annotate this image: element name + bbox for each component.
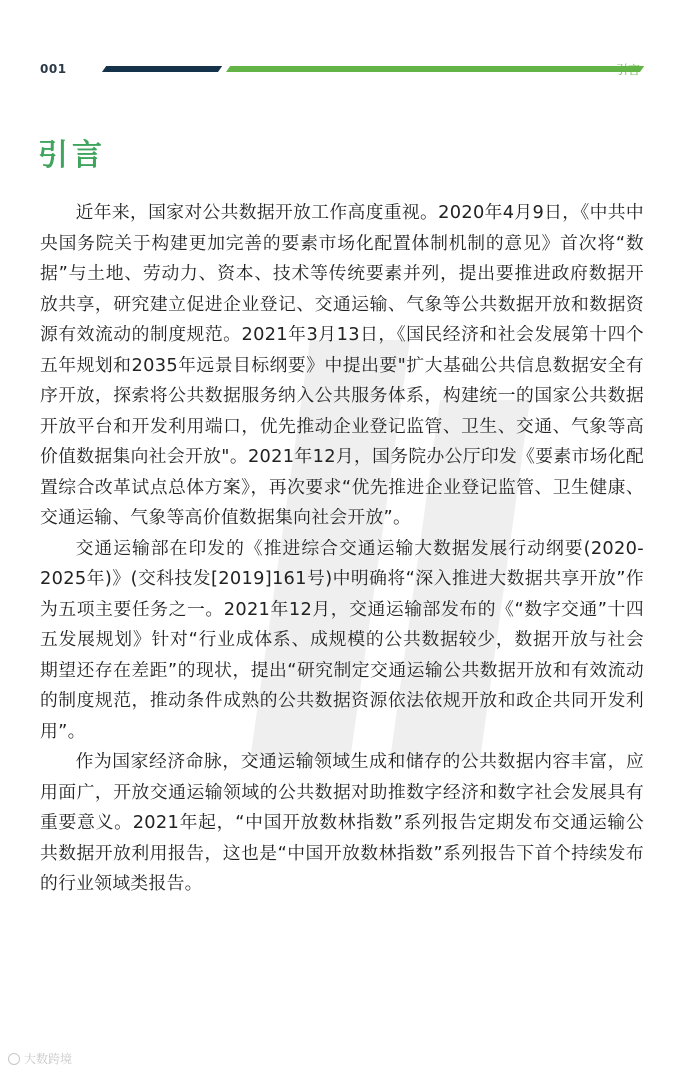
body-text [40, 198, 644, 900]
paragraph: 作为国家经济命脉，交通运输领域生成和储存的公共数据内容丰富，应用面广，开放交通运输领域的公共数据对助推数字经济和数字社会发展具有重要意义。2021年起，“中国开放数林指数”系列报告定期发布交通运输公共数据开放利用报告，这也是“中国开放数林指数”系列报告下首个持续发布的行业领域类报告。 [40, 751, 644, 894]
watermark-logo-icon [8, 1053, 20, 1065]
page-title: 引言 [38, 138, 106, 173]
paragraph: 近年来，国家对公共数据开放工作高度重视。2020年4月9日，《中共中央国务院关于构建更加完善的要素市场化配置体制机制的意见》首次将“数据”与土地、劳动力、资本、技术等传统要素并列，提出要推进政府数据开放共享，研究建立促进企业登记、交通运输、气象等公共数据开放和数据资源有效流动的制度规范。2021年3月13日，《国民经济和社会发展第十四个五年规划和2035年远景目标纲要》中提出要"扩大基础公共信息数据安全有序开放，探索将公共数据服务纳入公共服务体系，构建统一的国家公共数据开放平台和开发利用端口，优先推动企业登记监管、卫生、交通、气象等高价值数据集向社会开放"。2021年12月，国务院办公厅印发《要素市场化配置综合改革试点总体方案》，再次要求“优先推进企业登记监管、卫生健康、交通运输、气象等高价值数据集向社会开放”。 [40, 202, 644, 528]
header-section-title: 引言 [615, 63, 640, 77]
header-bar-green [226, 66, 644, 72]
watermark-text: 大数跨境 [24, 1052, 73, 1066]
header-bar-dark [102, 66, 222, 72]
page-header [40, 56, 640, 84]
footer-watermark [8, 1050, 72, 1067]
page-number: 001 [40, 62, 67, 76]
paragraph: 交通运输部在印发的《推进综合交通运输大数据发展行动纲要(2020-2025年)》(交科技发[2019]161号)中明确将“深入推进大数据共享开放”作为五项主要任务之一。2021年12月，交通运输部发布的《“数字交通”十四五发展规划》针对“行业成体系、成规模的公共数据较少，数据开放与社会期望还存在差距”的现状，提出“研究制定交通运输公共数据开放和有效流动的制度规范，推动条件成熟的公共数据资源依法依规开放和政企共同开发利用”。 [40, 537, 644, 742]
